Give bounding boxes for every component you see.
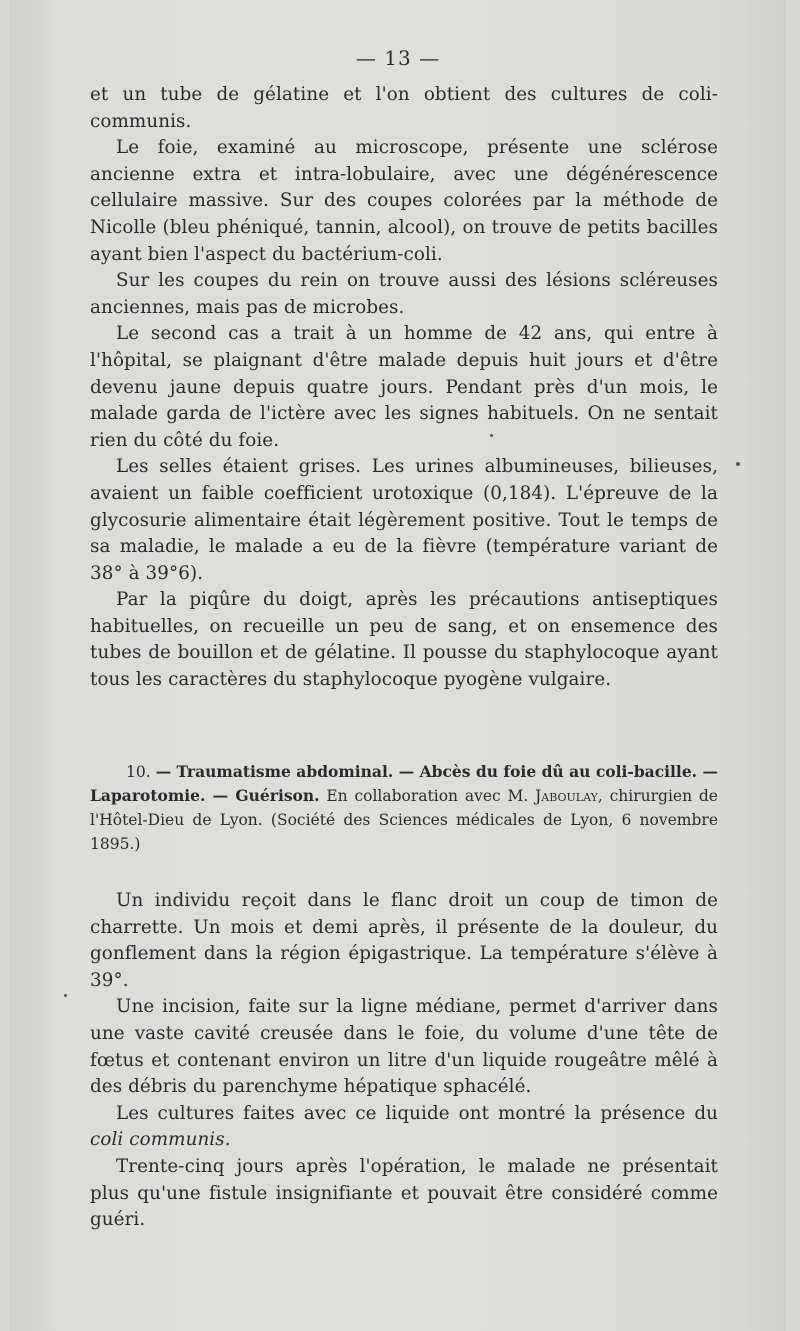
collaboration-details: , chirurgien de l'Hôtel-Dieu de Lyon. (Société des Sciences médicales de Lyon, 6 novembre 1895.)	[90, 787, 718, 853]
paper-speck	[490, 434, 493, 437]
paragraph: Le second cas a trait à un homme de 42 ans, qui entre à l'hôpital, se plaignant d'être malade depuis huit jours et d'être devenu jaune depuis quatre jours. Pendant près d'un mois, le malade garda de l'ictère avec les signes habituels. On ne sentait rien du côté du foie.	[90, 323, 718, 451]
collaboration-prefix: En collaboration avec M.	[326, 787, 529, 805]
paragraph: Le foie, examiné au microscope, présente une sclérose ancienne extra et intra-lobulaire, avec une dégénérescence cellulaire massive. Sur des coupes colorées par la méthode de Nicolle (bleu phéniqué, tannin, alcool), on trouve de petits bacilles ayant bien l'aspect du bactérium-coli.	[90, 137, 718, 265]
section-heading	[90, 760, 718, 856]
paragraph: Trente-cinq jours après l'opération, le malade ne présentait plus qu'une fistule insignifiante et pouvait être considéré comme guéri.	[90, 1155, 718, 1231]
text-block-abscess-case	[90, 888, 718, 1234]
page-number: — 13 —	[355, 46, 441, 70]
paragraph	[90, 1101, 718, 1154]
paragraph: Les selles étaient grises. Les urines albumineuses, bilieuses, avaient un faible coefficient urotoxique (0,184). L'épreuve de la glycosurie alimentaire était légèrement positive. Tout le temps de sa maladie, le malade a eu de la fièvre (température variant de 38° à 39°6).	[90, 456, 718, 584]
paper-speck	[736, 462, 740, 466]
paragraph-text: Les cultures faites avec ce liquide ont montré la présence du	[116, 1102, 718, 1124]
paragraph: et un tube de gélatine et l'on obtient des cultures de coli-communis.	[90, 84, 718, 132]
paragraph: Sur les coupes du rein on trouve aussi des lésions scléreuses anciennes, mais pas de microbes.	[90, 270, 718, 318]
paragraph: Un individu reçoit dans le flanc droit un coup de timon de charrette. Un mois et demi après, il présente de la douleur, du gonflement dans la région épigastrique. La température s'élève à 39°.	[90, 890, 718, 991]
section-number: 10.	[126, 763, 151, 781]
document-page	[10, 0, 786, 1331]
section-title: — Traumatisme abdominal. — Abcès du foie dû au coli-bacille. — Laparotomie. — Guérison.	[90, 762, 718, 805]
paper-speck	[64, 994, 67, 997]
collaborator-name: Jaboulay	[535, 787, 598, 805]
text-block-case-report	[90, 82, 718, 694]
organism-name: coli communis.	[90, 1129, 231, 1151]
paragraph: Une incision, faite sur la ligne médiane, permet d'arriver dans une vaste cavité creusée dans le foie, du volume d'une tête de fœtus et contenant environ un litre d'un liquide rougeâtre mêlé à des débris du parenchyme hépatique sphacélé.	[90, 996, 718, 1098]
paragraph: Par la piqûre du doigt, après les précautions antiseptiques habituelles, on recueille un peu de sang, et on ensemence des tubes de bouillon et de gélatine. Il pousse du staphylocoque ayant tous les caractères du staphylocoque pyogène vulgaire.	[90, 589, 718, 691]
